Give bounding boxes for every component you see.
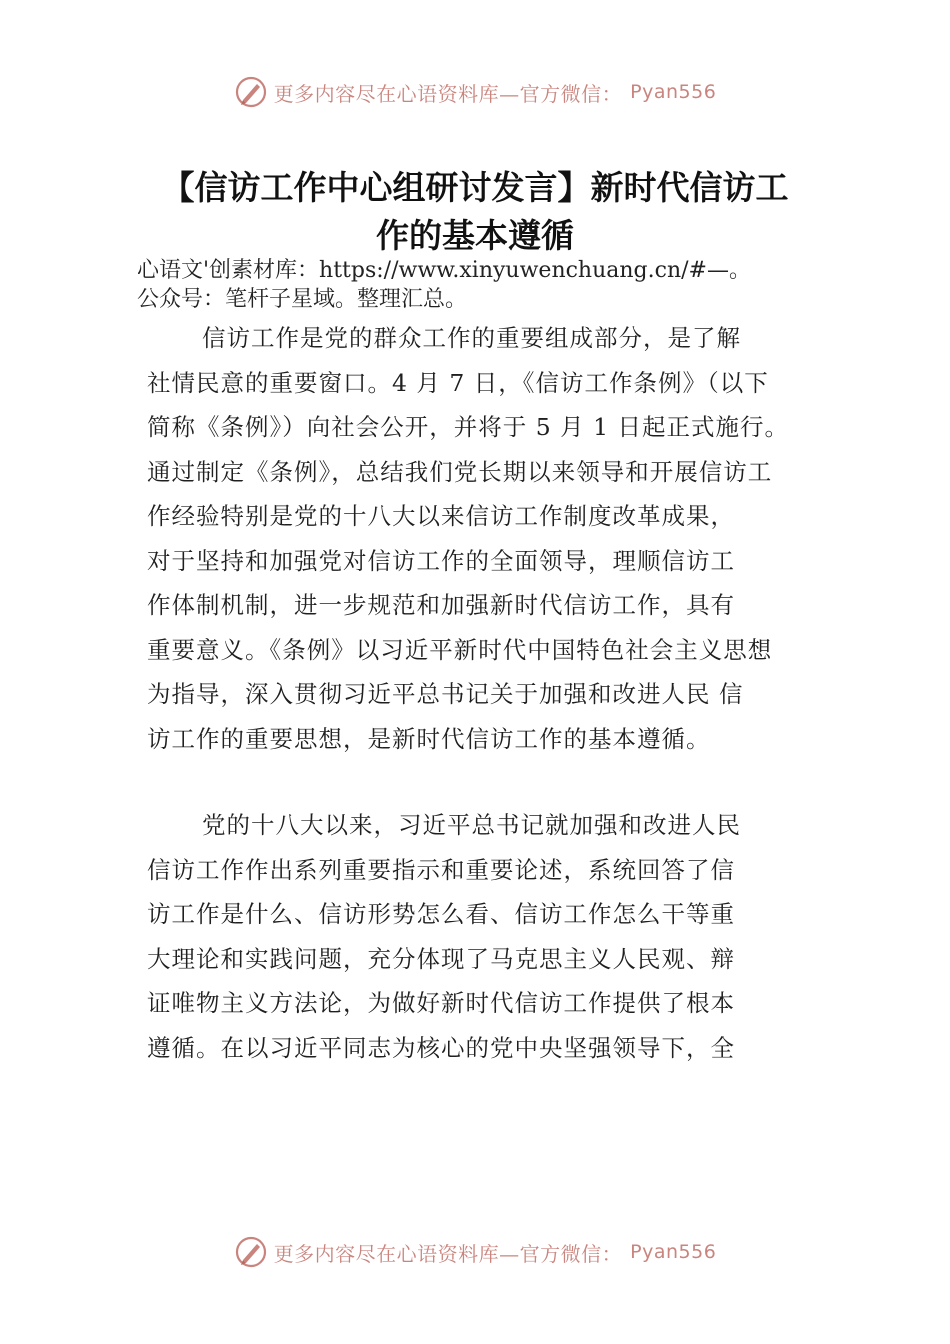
- text-line: 信访工作是党的群众工作的重要组成部分，是了解: [202, 324, 741, 352]
- watermark-wechat-id: Pyan556: [630, 81, 717, 103]
- text-line: 证唯物主义方法论，为做好新时代信访工作提供了根本: [147, 989, 735, 1017]
- pen-logo-icon: [234, 75, 268, 109]
- footer-watermark: [0, 1232, 950, 1272]
- source-line-1: 心语文'创素材库：https://www.xinyuwenchuang.cn/#—。: [137, 258, 751, 283]
- text-line: 访工作是什么、信访形势怎么看、信访工作怎么干等重: [147, 900, 735, 928]
- title-line-2: 作的基本遵循: [376, 216, 574, 255]
- text-line: 为指导，深入贯彻习近平总书记关于加强和改进人民 信: [147, 680, 744, 708]
- text-line: 作体制机制，进一步规范和加强新时代信访工作，具有: [147, 591, 735, 619]
- text-line: 遵循。在以习近平同志为核心的党中央坚强领导下，全: [147, 1033, 735, 1062]
- text-line: 党的十八大以来，习近平总书记就加强和改进人民: [202, 811, 741, 839]
- text-line: 访工作的重要思想，是新时代信访工作的基本遵循。: [147, 724, 711, 753]
- document-title: [120, 164, 830, 260]
- text-line: 作经验特别是党的十八大以来信访工作制度改革成果，: [147, 502, 735, 530]
- title-line-1: 【信访工作中心组研讨发言】新时代信访工: [161, 168, 789, 207]
- paragraph-1: [147, 316, 837, 761]
- source-line-2: 公众号：笔杆子星域。整理汇总。: [137, 287, 468, 312]
- text-line: 大理论和实践问题，充分体现了马克思主义人民观、辩: [147, 944, 735, 973]
- header-watermark: [0, 72, 950, 112]
- text-line: 信访工作作出系列重要指示和重要论述，系统回答了信: [147, 855, 735, 884]
- text-line: 重要意义。《条例》以习近平新时代中国特色社会主义思想: [147, 635, 773, 664]
- watermark-wechat-id: Pyan556: [630, 1241, 717, 1263]
- watermark-text: 更多内容尽在心语资料库—官方微信：: [273, 1241, 623, 1266]
- source-info: [137, 256, 857, 314]
- paragraph-2: [147, 803, 837, 1070]
- text-line: 通过制定《条例》，总结我们党长期以来领导和开展信访工: [147, 457, 773, 486]
- text-line: 简称《条例》）向社会公开，并将于 5 月 1 日起正式施行。: [147, 413, 790, 441]
- text-line: 社情民意的重要窗口。4 月 7 日，《信访工作条例》（以下: [147, 368, 769, 397]
- text-line: 对于坚持和加强党对信访工作的全面领导，理顺信访工: [147, 546, 735, 575]
- watermark-text: 更多内容尽在心语资料库—官方微信：: [273, 81, 623, 106]
- pen-logo-icon: [234, 1235, 268, 1269]
